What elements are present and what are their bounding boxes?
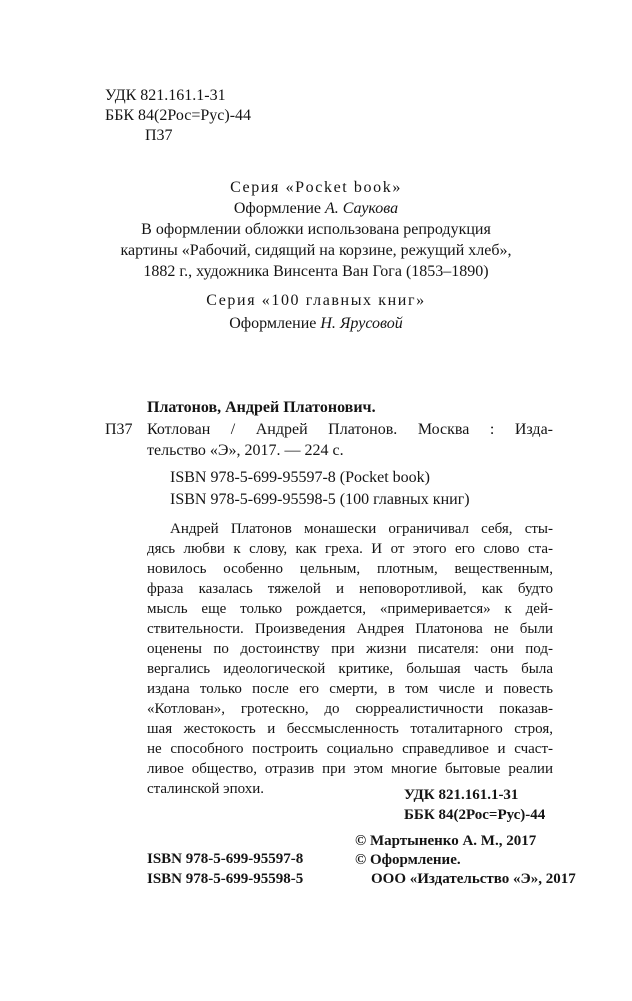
design-label: Оформление: [233, 200, 321, 217]
annotation-line: Андрей Платонов монашески ограничивал себя, сты-: [170, 521, 553, 537]
annotation-line: оценены по достоинству при жизни писателя: они под-: [147, 641, 553, 657]
cover-note-line: 1882 г., художника Винсента Ван Гога (1853–1890): [143, 263, 489, 280]
footer-isbn-1: ISBN 978-5-699-95597-8: [147, 851, 304, 867]
annotation-line: новилось особенно цельным, плотным, вещественным,: [147, 561, 553, 577]
annotation-line: издана только после его смерти, в том числе и повесть: [147, 681, 553, 697]
author-heading: Платонов, Андрей Платонович.: [147, 399, 376, 416]
annotation-line: ливое общество, отразив при этом многие бытовые реалии: [147, 761, 553, 777]
entry-title-line: Котлован / Андрей Платонов. Москва : Изда-: [147, 421, 553, 438]
isbn-pocket: ISBN 978-5-699-95597-8 (Pocket book): [170, 469, 430, 486]
annotation-line: мысль еще только рождается, «примеривается» к дей-: [147, 601, 553, 617]
series-100-books: Серия «100 главных книг»: [206, 292, 426, 309]
design-credit-100: [0, 314, 632, 333]
series-pocket-book: Серия «Pocket book»: [230, 179, 402, 196]
bbk-code: ББК 84(2Рос=Рус)-44: [105, 107, 252, 124]
annotation-line: вергались идеологической критике, большая часть была: [147, 661, 553, 677]
copyright-design: © Оформление.: [355, 852, 461, 868]
annotation-line: «Котлован», гротескно, до сюрреалистичности показав-: [147, 701, 553, 717]
author-sign-code: П37: [145, 127, 173, 144]
entry-publisher-line: тельство «Э», 2017. — 224 с.: [147, 442, 344, 459]
copyright-publisher: ООО «Издательство «Э», 2017: [371, 871, 576, 887]
designer-name: А. Саукова: [324, 200, 399, 217]
annotation-line: дясь любви к слову, как греха. И от этого его слово ста-: [147, 541, 553, 557]
annotation: [147, 519, 553, 799]
designer-name: Н. Ярусовой: [320, 315, 403, 332]
annotation-line: не способного построить социально справедливое и счаст-: [147, 741, 553, 757]
footer-udk: УДК 821.161.1-31: [404, 787, 519, 803]
footer-bbk: ББК 84(2Рос=Рус)-44: [404, 807, 546, 823]
entry-code: П37: [105, 421, 133, 438]
annotation-line: шая жестокость и бессмысленность тоталитарного строя,: [147, 721, 553, 737]
annotation-line: ствительности. Произведения Андрея Платонова не были: [147, 621, 553, 637]
footer-isbn-2: ISBN 978-5-699-95598-5: [147, 871, 304, 887]
design-credit-pocket: [0, 199, 632, 218]
annotation-line: фраза казалась тяжелой и неповоротливой, как будто: [147, 581, 553, 597]
cover-note-line: картины «Рабочий, сидящий на корзине, режущий хлеб»,: [120, 242, 512, 259]
cover-note-line: В оформлении обложки использована репродукция: [141, 221, 491, 238]
udk-code: УДК 821.161.1-31: [105, 87, 226, 104]
annotation-line: сталинской эпохи.: [147, 781, 265, 797]
copyright-author: © Мартыненко А. М., 2017: [355, 833, 537, 849]
design-label: Оформление: [229, 315, 317, 332]
isbn-100: ISBN 978-5-699-95598-5 (100 главных книг): [170, 491, 470, 508]
